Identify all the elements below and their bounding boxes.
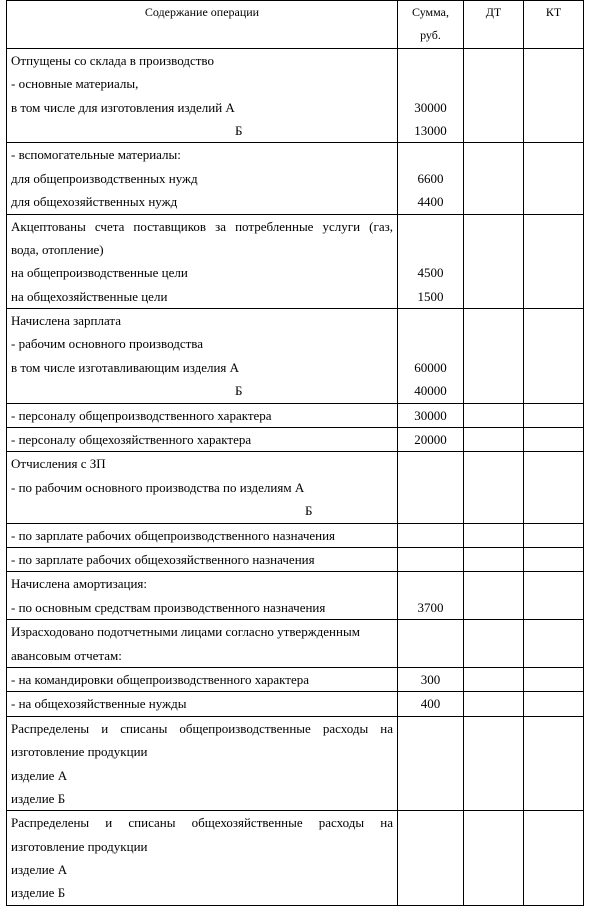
sum-cell xyxy=(398,214,464,309)
sum-value xyxy=(398,764,463,787)
sum-value xyxy=(398,548,463,571)
operation-cell xyxy=(7,620,398,668)
kt-cell xyxy=(524,572,584,620)
dt-cell xyxy=(464,811,524,906)
dt-cell xyxy=(464,572,524,620)
sum-value xyxy=(398,72,463,95)
sum-value xyxy=(398,881,463,904)
kt-cell xyxy=(524,523,584,547)
kt-cell xyxy=(524,667,584,691)
sum-value xyxy=(398,787,463,810)
kt-cell xyxy=(524,48,584,143)
sum-value: 400 xyxy=(420,696,441,712)
dt-cell xyxy=(464,452,524,523)
kt-cell xyxy=(524,452,584,523)
sum-value xyxy=(398,572,463,595)
kt-cell xyxy=(524,143,584,214)
sum-value: 40000 xyxy=(414,383,447,399)
operation-cell xyxy=(7,309,398,404)
operation-line: изделие А xyxy=(11,862,68,878)
dt-cell xyxy=(464,692,524,716)
dt-cell xyxy=(464,403,524,427)
sum-cell xyxy=(398,452,464,523)
sum-value xyxy=(398,309,463,332)
sum-cell xyxy=(398,309,464,404)
kt-cell xyxy=(524,403,584,427)
operation-cell xyxy=(7,547,398,571)
table-row xyxy=(7,716,584,811)
sum-cell xyxy=(398,143,464,214)
sum-value xyxy=(398,740,463,763)
dt-cell xyxy=(464,523,524,547)
operation-line: Б xyxy=(235,122,243,138)
operation-line: вода, отопление) xyxy=(11,241,104,257)
kt-cell xyxy=(524,620,584,668)
header-dt: ДТ xyxy=(464,1,524,49)
operation-line: - рабочим основного производства xyxy=(11,336,204,352)
sum-cell xyxy=(398,572,464,620)
operation-line: Начислена зарплата xyxy=(11,313,122,329)
dt-cell xyxy=(464,620,524,668)
table-row xyxy=(7,547,584,571)
sum-value xyxy=(398,143,463,166)
sum-cell xyxy=(398,403,464,427)
operation-cell xyxy=(7,403,398,427)
operation-line: Б xyxy=(235,383,243,399)
sum-value xyxy=(398,215,463,238)
operation-line: изготовление продукции xyxy=(11,744,148,760)
dt-cell xyxy=(464,309,524,404)
sum-value xyxy=(398,620,463,643)
sum-value xyxy=(398,644,463,667)
operation-line: на общепроизводственные цели xyxy=(11,265,188,281)
dt-cell xyxy=(464,143,524,214)
sum-value: 4500 xyxy=(417,265,444,281)
table-row xyxy=(7,48,584,143)
table-header-row xyxy=(7,1,584,49)
operation-line: - персоналу общепроизводственного характера xyxy=(11,407,272,423)
kt-cell xyxy=(524,214,584,309)
header-operation: Содержание операции xyxy=(7,1,398,49)
table-row xyxy=(7,403,584,427)
kt-cell xyxy=(524,428,584,452)
operation-line: в том числе изготавливающим изделия А xyxy=(11,359,240,375)
operation-cell xyxy=(7,716,398,811)
kt-cell xyxy=(524,309,584,404)
sum-value xyxy=(398,238,463,261)
operation-line: Израсходовано подотчетными лицами согласно утвержденным xyxy=(11,624,360,640)
sum-value xyxy=(398,452,463,475)
dt-cell xyxy=(464,428,524,452)
sum-value xyxy=(398,835,463,858)
table-row xyxy=(7,667,584,691)
operation-cell xyxy=(7,572,398,620)
operation-line: - по зарплате рабочих общехозяйственного назначения xyxy=(11,551,315,567)
table-row xyxy=(7,428,584,452)
table-row xyxy=(7,620,584,668)
operation-line: изготовление продукции xyxy=(11,838,148,854)
operation-line: - по рабочим основного производства по изделиям А xyxy=(11,479,305,495)
sum-value xyxy=(398,476,463,499)
sum-value xyxy=(398,717,463,740)
operation-line: изделие Б xyxy=(11,885,66,901)
sum-value: 6600 xyxy=(417,170,444,186)
header-kt: КТ xyxy=(524,1,584,49)
sum-value: 13000 xyxy=(414,122,447,138)
sum-cell xyxy=(398,667,464,691)
operation-line: изделие Б xyxy=(11,790,66,806)
operation-line: для общехозяйственных нужд xyxy=(11,194,178,210)
header-sum: Сумма, руб. xyxy=(398,1,464,49)
operation-line: Б xyxy=(305,503,313,519)
sum-value: 3700 xyxy=(417,599,444,615)
table-body xyxy=(7,48,584,905)
dt-cell xyxy=(464,48,524,143)
kt-cell xyxy=(524,692,584,716)
sum-value: 1500 xyxy=(417,288,444,304)
sum-cell xyxy=(398,48,464,143)
operation-line: - по основным средствам производственного назначения xyxy=(11,599,326,615)
operation-line: - на общехозяйственные нужды xyxy=(11,696,187,712)
table-row xyxy=(7,214,584,309)
kt-cell xyxy=(524,547,584,571)
operation-line: - основные материалы, xyxy=(11,76,139,92)
table-row xyxy=(7,452,584,523)
operation-line: - по зарплате рабочих общепроизводственного назначения xyxy=(11,527,336,543)
operation-cell xyxy=(7,692,398,716)
dt-cell xyxy=(464,716,524,811)
operation-line: на общехозяйственные цели xyxy=(11,288,168,304)
table-row xyxy=(7,692,584,716)
dt-cell xyxy=(464,214,524,309)
operation-cell xyxy=(7,811,398,906)
operation-line: авансовым отчетам: xyxy=(11,647,122,663)
operation-line: Начислена амортизация: xyxy=(11,576,148,592)
operation-line: для общепроизводственных нужд xyxy=(11,170,198,186)
operation-cell xyxy=(7,428,398,452)
operation-cell xyxy=(7,214,398,309)
kt-cell xyxy=(524,716,584,811)
sum-cell xyxy=(398,547,464,571)
table-row xyxy=(7,523,584,547)
sum-value: 30000 xyxy=(414,407,447,423)
operation-line: Распределены и списаны общепроизводственные расходы на xyxy=(11,720,393,736)
sum-value xyxy=(398,499,463,522)
operation-line: Распределены и списаны общехозяйственные расходы на xyxy=(11,815,393,831)
sum-cell xyxy=(398,716,464,811)
table-row xyxy=(7,572,584,620)
sum-cell xyxy=(398,692,464,716)
sum-value: 4400 xyxy=(417,194,444,210)
sum-cell xyxy=(398,620,464,668)
sum-cell xyxy=(398,523,464,547)
sum-value: 20000 xyxy=(414,432,447,448)
operation-line: изделие А xyxy=(11,767,68,783)
operations-table xyxy=(6,0,584,906)
table-row xyxy=(7,309,584,404)
table-row xyxy=(7,811,584,906)
dt-cell xyxy=(464,667,524,691)
sum-value xyxy=(398,524,463,547)
operation-cell xyxy=(7,143,398,214)
kt-cell xyxy=(524,811,584,906)
sum-cell xyxy=(398,811,464,906)
operation-cell xyxy=(7,523,398,547)
operation-cell xyxy=(7,667,398,691)
sum-value xyxy=(398,49,463,72)
sum-cell xyxy=(398,428,464,452)
sum-value: 300 xyxy=(420,671,441,687)
dt-cell xyxy=(464,547,524,571)
sum-value: 30000 xyxy=(414,99,447,115)
sum-value xyxy=(398,811,463,834)
operation-cell xyxy=(7,452,398,523)
operation-cell xyxy=(7,48,398,143)
table-row xyxy=(7,143,584,214)
sum-value xyxy=(398,332,463,355)
sum-value xyxy=(398,858,463,881)
operation-line: - на командировки общепроизводственного характера xyxy=(11,671,309,687)
operation-line: Отчисления с ЗП xyxy=(11,456,106,472)
operation-line: - вспомогательные материалы: xyxy=(11,147,181,163)
operation-line: Отпущены со склада в производство xyxy=(11,52,214,68)
sum-value: 60000 xyxy=(414,359,447,375)
operation-line: Акцептованы счета поставщиков за потребленные услуги (газ, xyxy=(11,218,393,234)
operation-line: в том числе для изготовления изделий А xyxy=(11,99,235,115)
operation-line: - персоналу общехозяйственного характера xyxy=(11,432,252,448)
